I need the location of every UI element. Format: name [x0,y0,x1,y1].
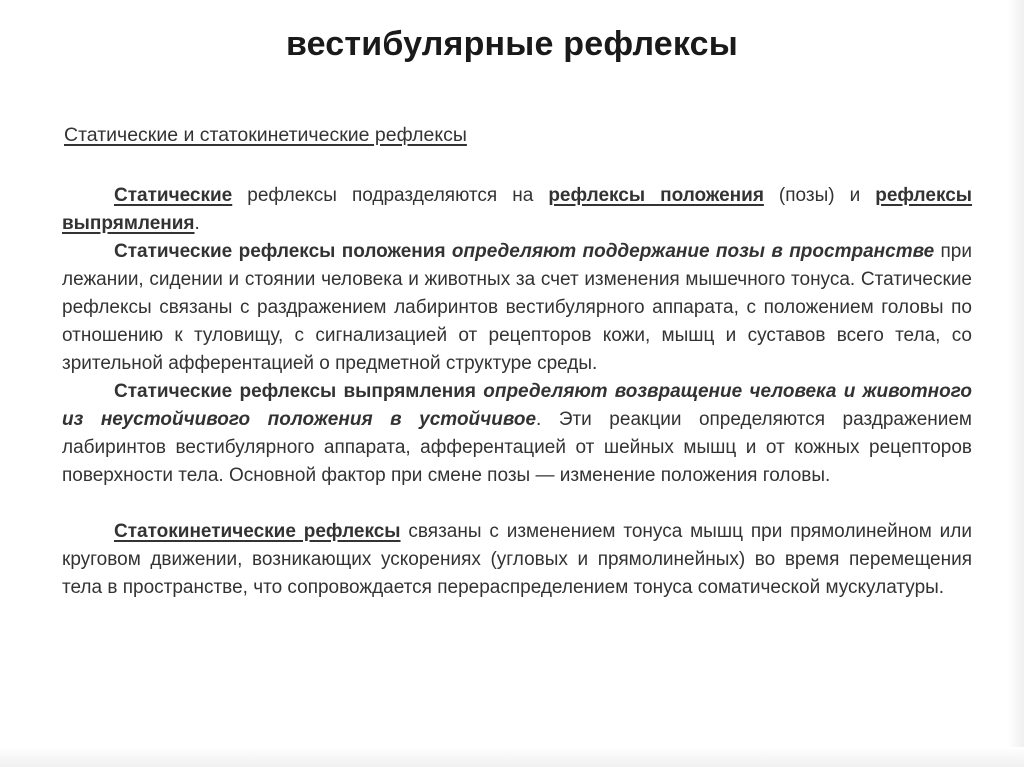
p1-text-2: (позы) и [763,185,876,206]
p2-rest: при лежании, сидении и стоянии человека и животных за счет изменения мышечного тонуса. Статические рефлексы связаны с раздражением лабиринтов вестибулярного аппарата, с положением головы по отношению к туловищу, с сигнализацией от рецепторов кожи, мышц и суставов всего тела, со зрительной афферентацией о предметной структуре среды. [62,241,972,374]
term-position-reflexes: рефлексы положения [548,185,764,206]
term-statokinetic: Статокинетические рефлексы [114,521,401,542]
paragraph-statokinetic-reflexes [62,518,972,602]
section-subtitle: Статические и статокинетические рефлексы [64,124,467,146]
paragraph-righting-reflexes [62,378,972,490]
p1-text-1: рефлексы подразделяются на [232,185,549,206]
p2-lead: Статические рефлексы положения [114,241,446,262]
slide-edge-shadow-right [1008,0,1024,767]
p4-rest: связаны с изменением тонуса мышц при прямолинейном или круговом движении, возникающих ускорениях (угловых и прямолинейных) во время перемещения тела в пространстве, что сопровождается перераспределением тонуса соматической мускулатуры. [62,521,972,598]
slide-title: вестибулярные рефлексы [285,25,739,63]
term-static: Статические [114,185,233,206]
p2-emphasis: определяют поддержание позы в пространстве [445,241,935,262]
paragraph-static-types [62,182,972,238]
p1-text-3: . [194,213,200,234]
paragraph-position-reflexes [62,238,972,378]
slide-edge-shadow-bottom [0,747,1024,767]
body-text [62,182,972,602]
p3-emphasis: определяют возвращение человека и животного из неустойчивого положения в устойчивое [62,381,972,430]
term-righting-reflexes: рефлексы выпрямления [62,185,972,234]
p3-lead: Статические рефлексы выпрямления [114,381,476,402]
p3-rest: . Эти реакции определяются раздражением лабиринтов вестибулярного аппарата, афферентацией от шейных мышц и от кожных рецепторов поверхности тела. Основной фактор при смене позы — изменение положения головы. [62,409,972,486]
